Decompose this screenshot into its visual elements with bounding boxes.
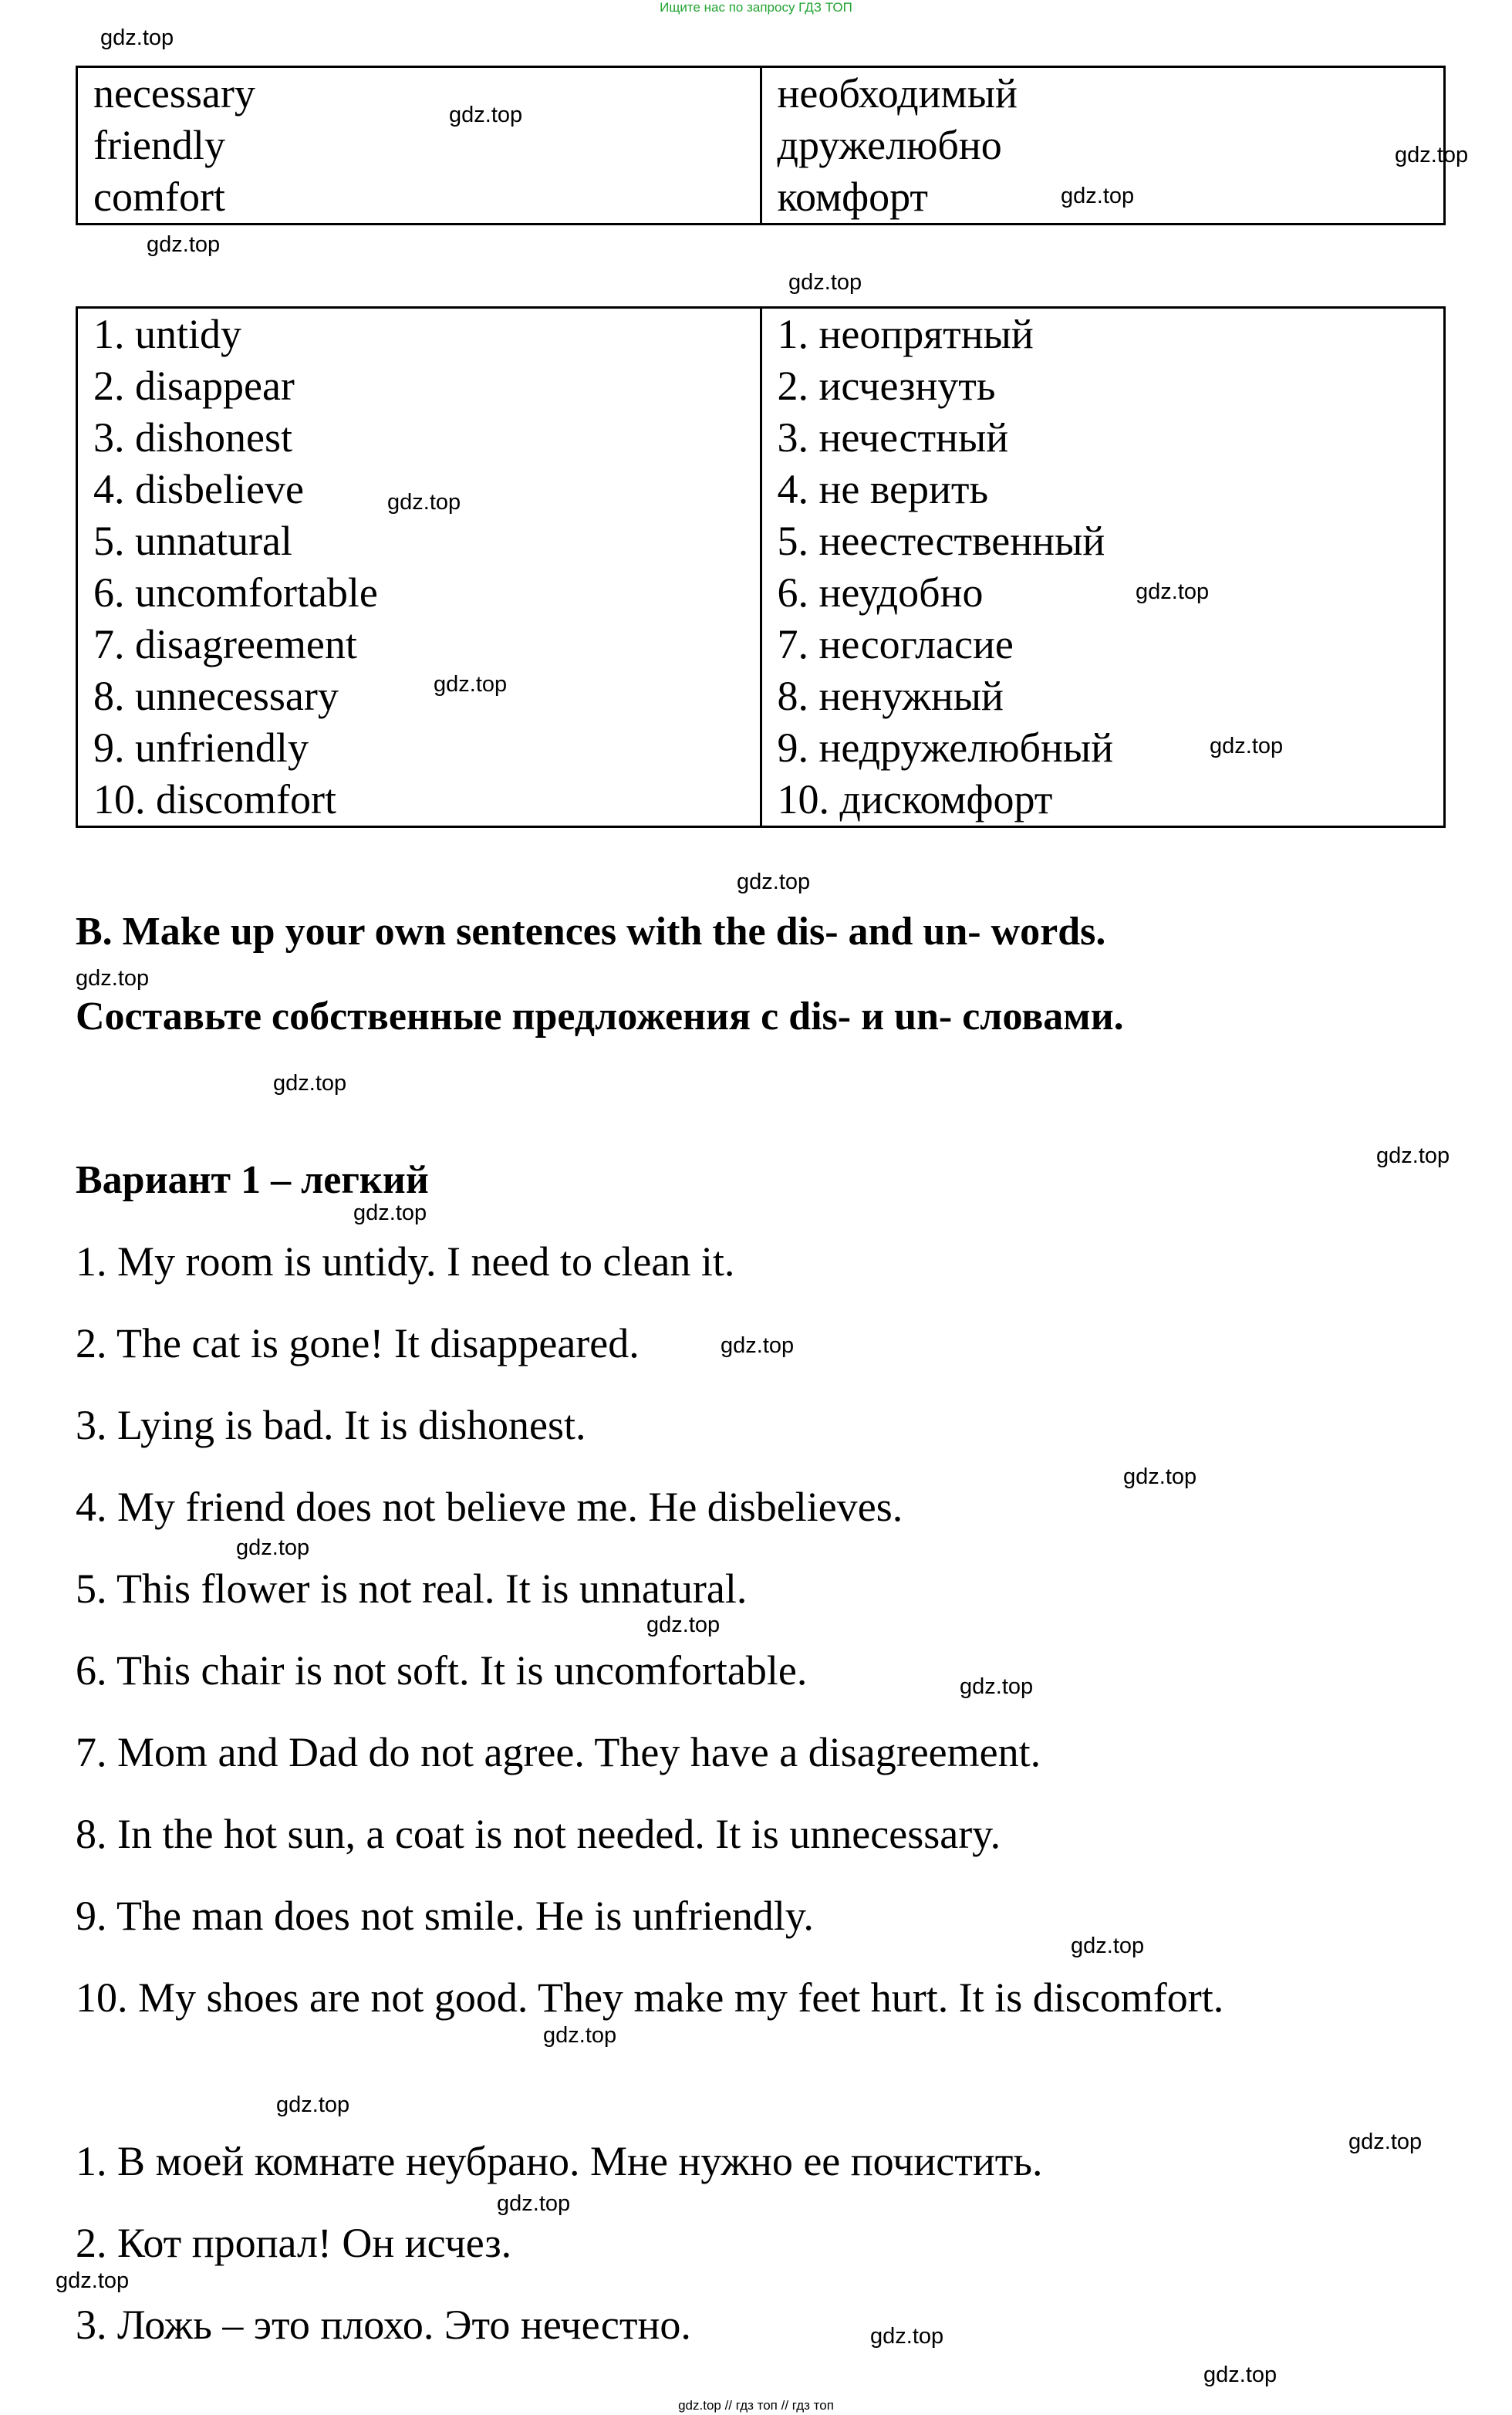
table-cell: 10. discomfort [93, 776, 336, 822]
watermark: gdz.top [646, 1613, 721, 1637]
table-cell: necessary [93, 70, 255, 117]
top-banner: Ищите нас по запросу ГДЗ ТОП [660, 0, 852, 15]
watermark: gdz.top [788, 270, 862, 295]
sentence-en-3: 3. Lying is bad. It is dishonest. [76, 1402, 586, 1448]
sentence-en-1: 1. My room is untidy. I need to clean it. [76, 1238, 735, 1285]
table-cell: comfort [93, 174, 225, 220]
variant-title: Вариант 1 – легкий [76, 1158, 429, 1202]
table-cell: 3. dishonest [93, 414, 293, 461]
watermark: gdz.top [449, 103, 523, 127]
watermark: gdz.top [1376, 1143, 1450, 1168]
watermark: gdz.top [147, 232, 221, 257]
watermark: gdz.top [1136, 579, 1210, 604]
watermark: gdz.top [56, 2268, 130, 2293]
watermark: gdz.top [1395, 143, 1469, 167]
sentence-ru-2: 2. Кот пропал! Он исчез. [76, 2220, 512, 2266]
watermark: gdz.top [76, 966, 150, 991]
word-table-1-english [77, 67, 761, 225]
watermark: gdz.top [353, 1201, 427, 1225]
sentence-en-2: 2. The cat is gone! It disappeared. [76, 1320, 640, 1366]
watermark: gdz.top [1061, 184, 1135, 208]
sentence-en-7: 7. Mom and Dad do not agree. They have a disagreement. [76, 1729, 1041, 1775]
watermark: gdz.top [236, 1535, 310, 1560]
table-cell: 4. не верить [777, 466, 989, 512]
table-cell: friendly [93, 122, 225, 168]
watermark: gdz.top [1348, 2130, 1423, 2154]
watermark: gdz.top [870, 2324, 944, 2349]
sentence-en-5: 5. This flower is not real. It is unnatural. [76, 1566, 748, 1612]
sentence-en-6: 6. This chair is not soft. It is uncomfortable. [76, 1647, 808, 1694]
word-table-2-russian [761, 308, 1445, 827]
table-cell: дружелюбно [777, 122, 1002, 168]
watermark: gdz.top [497, 2191, 571, 2216]
watermark: gdz.top [1123, 1464, 1197, 1489]
watermark: gdz.top [737, 870, 811, 894]
table-cell: 8. ненужный [777, 673, 1004, 719]
table-cell: 10. дискомфорт [777, 776, 1053, 822]
table-cell: 3. нечестный [777, 414, 1009, 461]
table-cell: 4. disbelieve [93, 466, 304, 512]
watermark: gdz.top [273, 1071, 347, 1096]
table-cell: комфорт [777, 174, 929, 220]
watermark: gdz.top [1071, 1934, 1145, 1958]
table-cell: 9. unfriendly [93, 724, 309, 771]
table-cell: 9. недружелюбный [777, 724, 1114, 771]
table-cell: 1. untidy [93, 311, 242, 357]
table-cell: 7. disagreement [93, 621, 357, 667]
table-cell: 6. uncomfortable [93, 569, 378, 616]
sentence-en-8: 8. In the hot sun, a coat is not needed. It is unnecessary. [76, 1811, 1001, 1857]
watermark: gdz.top [721, 1333, 795, 1358]
table-cell: 1. неопрятный [777, 311, 1034, 357]
watermark: gdz.top [387, 490, 461, 515]
bottom-banner: gdz.top // гдз топ // гдз топ [678, 2398, 834, 2413]
watermark: gdz.top [543, 2023, 617, 2048]
table-cell: 6. неудобно [777, 569, 984, 616]
table-cell: 8. unnecessary [93, 673, 339, 719]
word-table-2-english [77, 308, 761, 827]
word-table-1 [76, 66, 1446, 225]
watermark: gdz.top [434, 672, 508, 697]
sentence-en-9: 9. The man does not smile. He is unfriendly. [76, 1893, 814, 1939]
sentence-en-4: 4. My friend does not believe me. He disbelieves. [76, 1484, 903, 1530]
table-cell: 5. неестественный [777, 518, 1105, 564]
table-cell: 2. исчезнуть [777, 363, 996, 409]
table-cell: 2. disappear [93, 363, 295, 409]
table-cell: 7. несогласие [777, 621, 1014, 667]
sentence-en-10: 10. My shoes are not good. They make my feet hurt. It is discomfort. [76, 1974, 1224, 2021]
watermark: gdz.top [276, 2092, 350, 2117]
sentence-ru-1: 1. В моей комнате неубрано. Мне нужно ее почистить. [76, 2138, 1043, 2184]
section-b-title-en: B. Make up your own sentences with the dis- and un- words. [76, 910, 1106, 954]
sentence-ru-3: 3. Ложь – это плохо. Это нечестно. [76, 2302, 691, 2348]
watermark: gdz.top [100, 25, 174, 50]
table-cell: 5. unnatural [93, 518, 292, 564]
watermark: gdz.top [1210, 734, 1284, 758]
watermark: gdz.top [960, 1674, 1034, 1699]
section-b-title-ru: Составьте собственные предложения с dis- и un- словами. [76, 995, 1124, 1039]
watermark: gdz.top [1203, 2363, 1277, 2387]
table-cell: необходимый [777, 70, 1018, 117]
